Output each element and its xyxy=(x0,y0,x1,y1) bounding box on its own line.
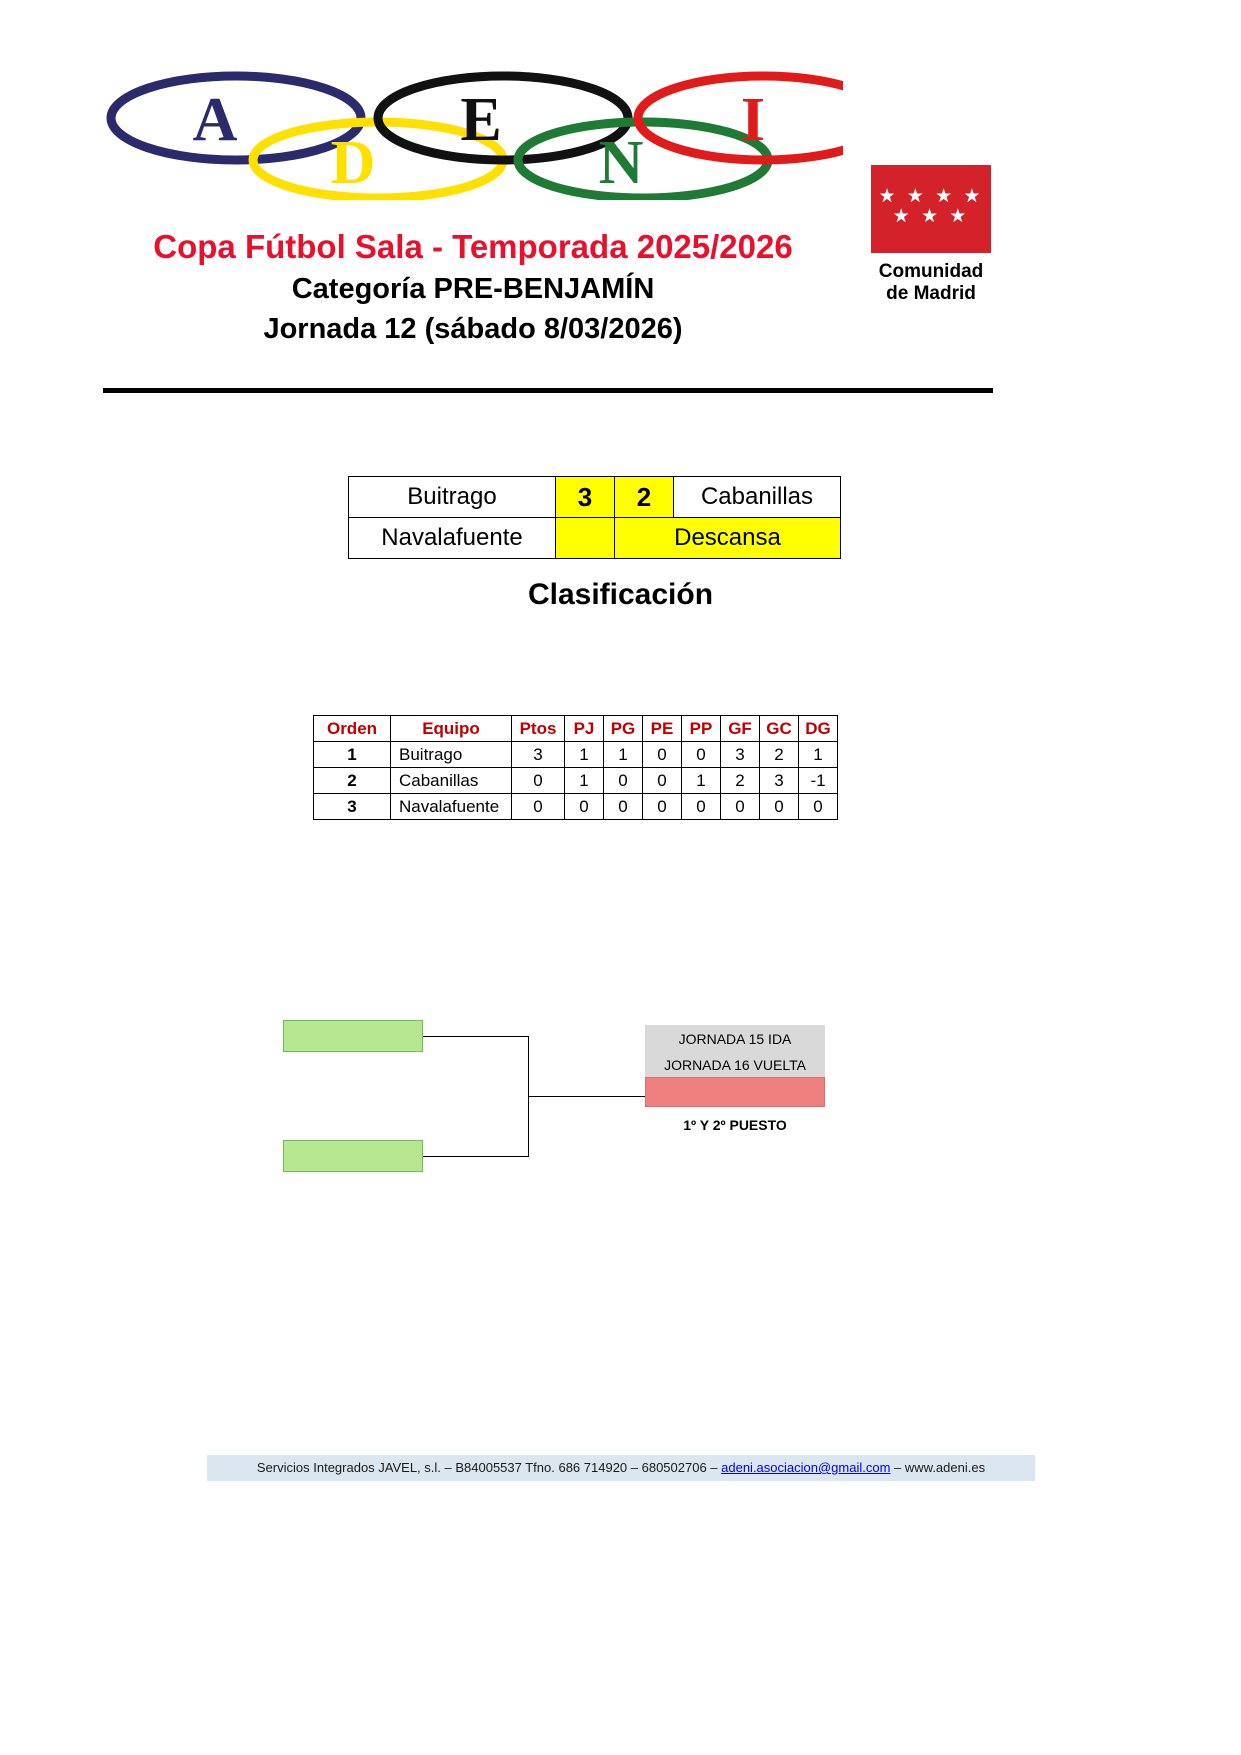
column-header-pp: PP xyxy=(682,716,721,742)
footer-text-before: Servicios Integrados JAVEL, s.l. – B84005537 Tfno. 686 714920 – 680502706 – xyxy=(256,1460,722,1475)
row-pp: 0 xyxy=(682,794,721,820)
svg-text:I: I xyxy=(740,86,766,154)
row-ptos: 0 xyxy=(512,768,565,794)
title-block xyxy=(103,225,843,349)
row-dg: 0 xyxy=(799,794,838,820)
bracket-line-top xyxy=(423,1036,528,1037)
row-pe: 0 xyxy=(643,768,682,794)
row-orden: 3 xyxy=(314,794,391,820)
column-header-pe: PE xyxy=(643,716,682,742)
svg-text:D: D xyxy=(330,129,376,197)
row-equipo: Cabanillas xyxy=(391,768,512,794)
row-pe: 0 xyxy=(643,742,682,768)
column-header-gf: GF xyxy=(721,716,760,742)
row-pp: 0 xyxy=(682,742,721,768)
footer-email-link[interactable]: adeni.asociacion@gmail.com xyxy=(721,1460,891,1475)
standings-header-row xyxy=(314,716,838,742)
row-gf: 2 xyxy=(721,768,760,794)
table-row xyxy=(349,477,841,518)
bracket-line-final xyxy=(528,1096,645,1097)
category-title: Categoría PRE-BENJAMÍN xyxy=(291,273,655,305)
column-header-gc: GC xyxy=(760,716,799,742)
column-header-pj: PJ xyxy=(565,716,604,742)
row-ptos: 0 xyxy=(512,794,565,820)
table-row xyxy=(314,742,838,768)
bye-team: Navalafuente xyxy=(349,518,556,559)
madrid-flag-icon xyxy=(871,165,991,253)
match-home-team: Buitrago xyxy=(349,477,556,518)
comunidad-line1: Comunidad xyxy=(878,261,984,282)
bye-label: Descansa xyxy=(615,518,841,559)
standings-title: Clasificación xyxy=(527,578,714,611)
row-pj: 1 xyxy=(565,768,604,794)
match-away-score: 2 xyxy=(615,477,674,518)
footer-text-after: – www.adeni.es xyxy=(890,1460,986,1475)
svg-text:A: A xyxy=(192,86,238,154)
results-table xyxy=(348,476,841,559)
svg-text:N: N xyxy=(598,129,644,197)
table-row xyxy=(314,794,838,820)
jornada-ida-label: JORNADA 15 IDA xyxy=(645,1025,825,1051)
row-pj: 1 xyxy=(565,742,604,768)
row-gf: 3 xyxy=(721,742,760,768)
row-gf: 0 xyxy=(721,794,760,820)
document-header xyxy=(0,0,1241,440)
final-box xyxy=(645,1025,825,1133)
match-away-team: Cabanillas xyxy=(674,477,841,518)
row-equipo: Buitrago xyxy=(391,742,512,768)
row-orden: 1 xyxy=(314,742,391,768)
column-header-ptos: Ptos xyxy=(512,716,565,742)
table-row xyxy=(349,518,841,559)
row-gc: 2 xyxy=(760,742,799,768)
header-divider xyxy=(103,388,993,393)
row-ptos: 3 xyxy=(512,742,565,768)
row-pg: 0 xyxy=(604,794,643,820)
seven-stars-icon: ★ ★ ★ ★ ★ ★ ★ xyxy=(878,186,984,227)
bracket-slot-2 xyxy=(283,1140,423,1172)
row-pe: 0 xyxy=(643,794,682,820)
comunidad-line2: de Madrid xyxy=(886,283,976,304)
final-slot xyxy=(645,1077,825,1107)
row-pg: 1 xyxy=(604,742,643,768)
row-dg: 1 xyxy=(799,742,838,768)
row-equipo: Navalafuente xyxy=(391,794,512,820)
column-header-pg: PG xyxy=(604,716,643,742)
bracket-slot-1 xyxy=(283,1020,423,1052)
document-footer xyxy=(207,1455,1035,1481)
comunidad-de-madrid-logo xyxy=(866,165,996,345)
match-home-score: 3 xyxy=(556,477,615,518)
bracket-line-bottom xyxy=(423,1156,528,1157)
table-row xyxy=(314,768,838,794)
column-header-dg: DG xyxy=(799,716,838,742)
standings-table xyxy=(313,715,838,820)
row-pg: 0 xyxy=(604,768,643,794)
column-header-equipo: Equipo xyxy=(391,716,512,742)
jornada-vuelta-label: JORNADA 16 VUELTA xyxy=(645,1051,825,1077)
row-pp: 1 xyxy=(682,768,721,794)
column-header-orden: Orden xyxy=(314,716,391,742)
row-gc: 3 xyxy=(760,768,799,794)
svg-text:E: E xyxy=(460,86,502,154)
row-dg: -1 xyxy=(799,768,838,794)
comunidad-label xyxy=(866,261,996,305)
jornada-title: Jornada 12 (sábado 8/03/2026) xyxy=(263,313,683,345)
row-pj: 0 xyxy=(565,794,604,820)
puesto-label: 1º Y 2º PUESTO xyxy=(683,1117,787,1133)
bye-blank-cell xyxy=(556,518,615,559)
row-gc: 0 xyxy=(760,794,799,820)
adeni-logo xyxy=(103,70,843,200)
page-title: Copa Fútbol Sala - Temporada 2025/2026 xyxy=(153,228,793,265)
row-orden: 2 xyxy=(314,768,391,794)
